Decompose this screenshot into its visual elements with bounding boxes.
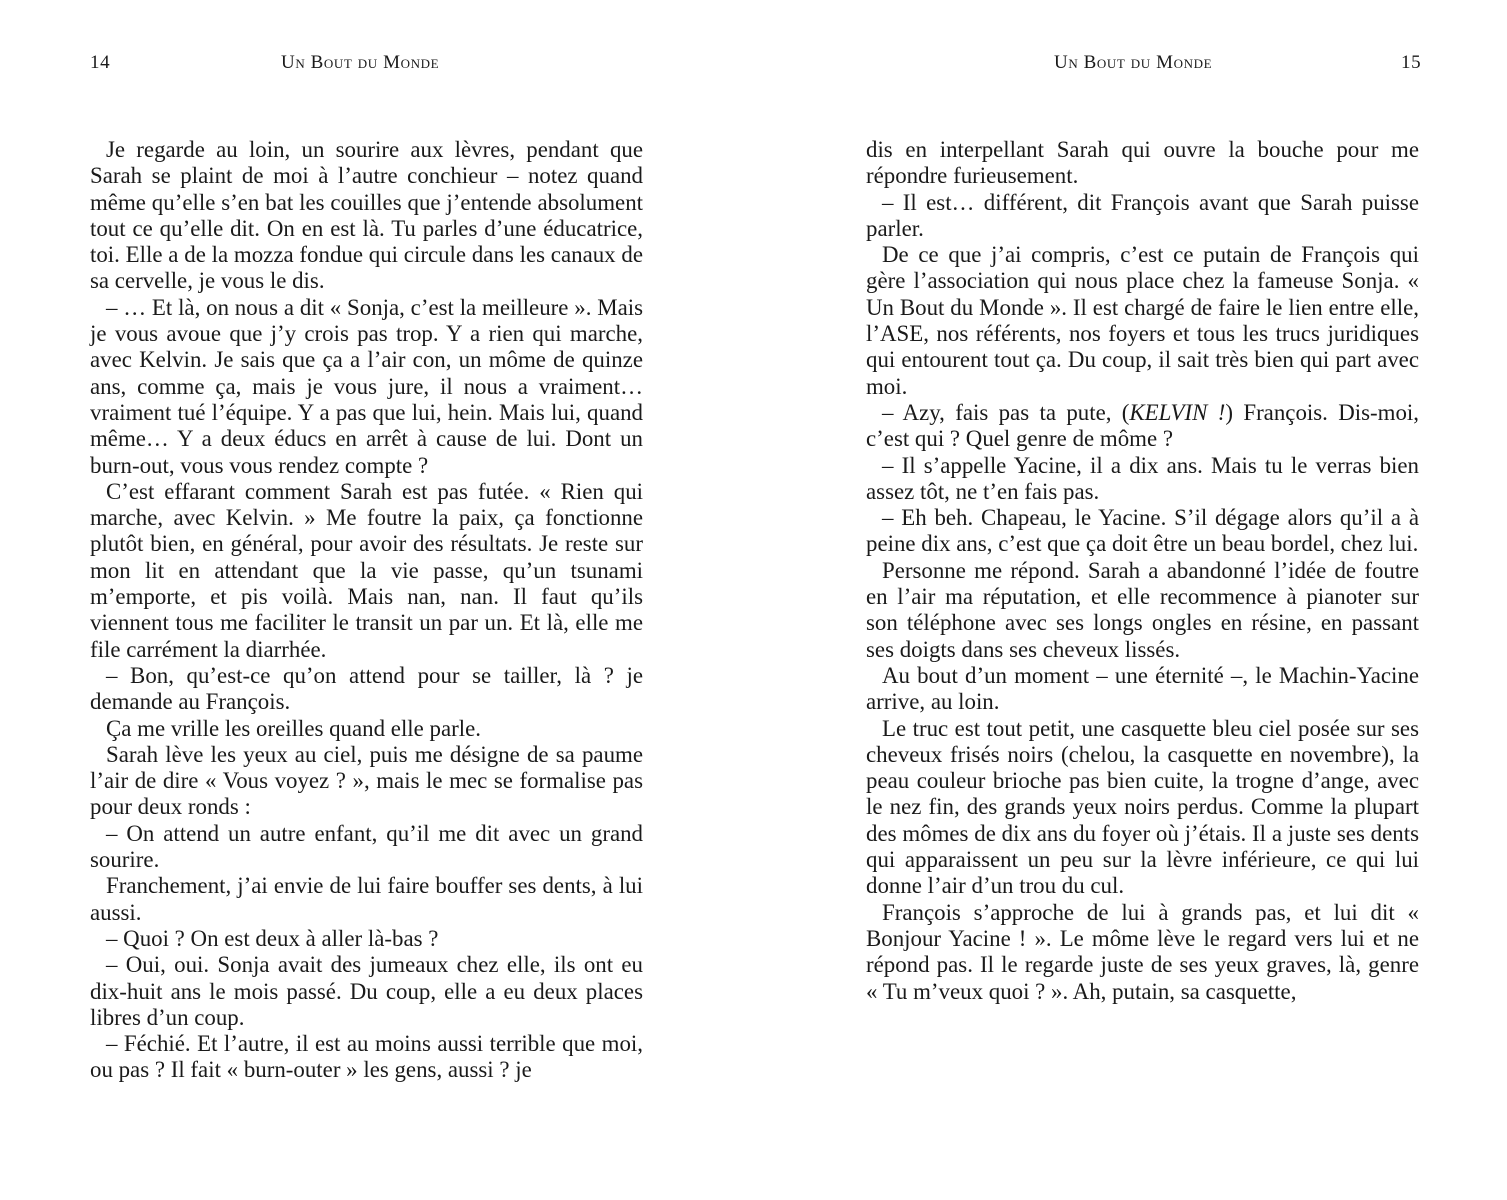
left-running-title: Un Bout du Monde (281, 52, 440, 73)
paragraph: Le truc est tout petit, une casquette bleu ciel posée sur ses cheveux frisés noirs (chelou, la casquette en novembre), la peau couleur brioche pas bien cuite, la trogne d’ange, avec le nez fin, des grands yeux noirs perdus. Comme la plupart des mômes de dix ans du foyer où j’étais. Il a juste ses dents qui apparaissent un peu sur la lèvre inférieure, ce qui lui donne l’air d’un trou du cul. (866, 715, 1419, 899)
paragraph: De ce que j’ai compris, c’est ce putain de François qui gère l’association qui nous place chez la fameuse Sonja. « Un Bout du Monde ». Il est chargé de faire le lien entre elle, l’ASE, nos référents, nos foyers et tous les trucs juridiques qui entourent tout ça. Du coup, il sait très bien qui part avec moi. (866, 242, 1419, 399)
right-page (753, 0, 1507, 1200)
paragraph: Sarah lève les yeux au ciel, puis me désigne de sa paume l’air de dire « Vous voyez ? », mais le mec se formalise pas pour deux ronds : (90, 741, 643, 820)
text-run: – Azy, fais pas ta pute, ( (882, 399, 1130, 425)
paragraph: Personne me répond. Sarah a abandonné l’idée de foutre en l’air ma réputation, et elle recommence à pianoter sur son téléphone avec ses longs ongles en résine, en passant ses doigts dans ses cheveux lissés. (866, 557, 1419, 662)
paragraph: François s’approche de lui à grands pas, et lui dit « Bonjour Yacine ! ». Le môme lève le regard vers lui et ne répond pas. Il le regarde juste de ses yeux graves, là, genre « Tu m’veux quoi ? ». Ah, putain, sa casquette, (866, 899, 1419, 1004)
paragraph: – Quoi ? On est deux à aller là-bas ? (106, 925, 439, 951)
right-page-number: 15 (1401, 52, 1422, 73)
paragraph: Au bout d’un moment – une éternité –, le Machin-Yacine arrive, au loin. (866, 662, 1419, 715)
left-page-number: 14 (90, 52, 111, 73)
paragraph: – Bon, qu’est-ce qu’on attend pour se tailler, là ? je demande au François. (90, 662, 643, 715)
paragraph (866, 400, 1419, 453)
left-body-text (90, 137, 643, 1084)
left-page (0, 0, 753, 1200)
paragraph: Franchement, j’ai envie de lui faire bouffer ses dents, à lui aussi. (90, 873, 643, 925)
paragraph: – Il s’appelle Yacine, il a dix ans. Mais tu le verras bien assez tôt, ne t’en fais pas. (866, 452, 1419, 504)
paragraph: – Féchié. Et l’autre, il est au moins aussi terrible que moi, ou pas ? Il fait « burn-outer » les gens, aussi ? je (90, 1031, 643, 1083)
right-running-title: Un Bout du Monde (1054, 52, 1213, 73)
paragraph: – Eh beh. Chapeau, le Yacine. S’il dégage alors qu’il a à peine dix ans, c’est que ça doit être un beau bordel, chez lui. (866, 505, 1419, 557)
paragraph: C’est effarant comment Sarah est pas futée. « Rien qui marche, avec Kelvin. » Me foutre la paix, ça fonctionne plutôt bien, en général, pour avoir des résultats. Je reste sur mon lit en attendant que la vie passe, qu’un tsunami m’emporte, et pis voilà. Mais nan, nan. Il faut qu’ils viennent tous me faciliter le transit un par un. Et là, elle me file carrément la diarrhée. (90, 478, 643, 662)
paragraph: – … Et là, on nous a dit « Sonja, c’est la meilleure ». Mais je vous avoue que j’y crois pas trop. Y a rien qui marche, avec Kelvin. Je sais que ça a l’air con, un môme de quinze ans, comme ça, mais je vous jure, il nous a vraiment… vraiment tué l’équipe. Y a pas que lui, hein. Mais lui, quand même… Y a deux éducs en arrêt à cause de lui. Dont un burn-out, vous vous rendez compte ? (90, 294, 643, 478)
right-body-text (866, 137, 1419, 1005)
paragraph: – Il est… différent, dit François avant que Sarah puisse parler. (866, 189, 1419, 241)
paragraph: Ça me vrille les oreilles quand elle parle. (106, 715, 482, 741)
paragraph: Je regarde au loin, un sourire aux lèvres, pendant que Sarah se plaint de moi à l’autre conchieur – notez quand même qu’elle s’en bat les couilles que j’entende absolument tout ce qu’elle dit. On en est là. Tu parles d’une éducatrice, toi. Elle a de la mozza fondue qui circule dans les canaux de sa cervelle, je vous le dis. (90, 137, 643, 294)
paragraph: – On attend un autre enfant, qu’il me dit avec un grand sourire. (90, 820, 643, 873)
italic-text-run: KELVIN ! (1129, 399, 1226, 425)
paragraph: dis en interpellant Sarah qui ouvre la bouche pour me répondre furieusement. (866, 137, 1419, 189)
text-run: ) François. Dis-moi, c’est qui ? Quel genre de môme ? (866, 399, 1419, 452)
paragraph: – Oui, oui. Sonja avait des jumeaux chez elle, ils ont eu dix-huit ans le mois passé. Du coup, elle a eu deux places libres d’un coup. (90, 952, 643, 1030)
